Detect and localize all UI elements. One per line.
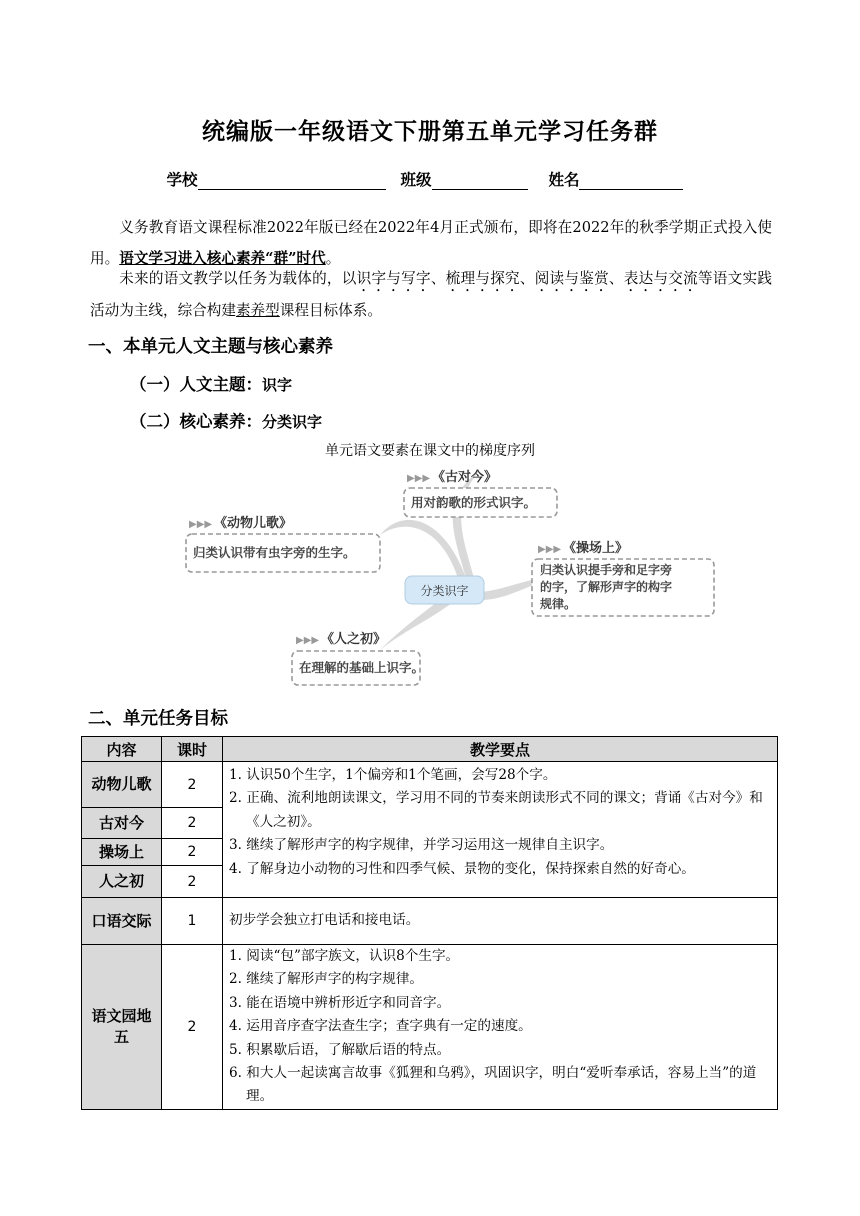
list-item: 4. 了解身边小动物的习性和四季气候、景物的变化，保持探索自然的好奇心。 bbox=[229, 860, 695, 877]
header-points: 教学要点 bbox=[223, 737, 778, 762]
core-label: （二）核心素养： bbox=[130, 412, 262, 431]
lesson-hours: 2 bbox=[162, 762, 223, 808]
class-label: 班级 bbox=[400, 171, 432, 189]
node-title: 《人之初》 bbox=[321, 632, 387, 647]
intro-punct: 。 bbox=[325, 250, 341, 267]
page-title: 统编版一年级语文下册第五单元学习任务群 bbox=[202, 119, 658, 145]
dotted-term: 表达与交流 bbox=[623, 270, 698, 287]
header-hours: 课时 bbox=[162, 737, 223, 762]
header-content: 内容 bbox=[82, 737, 162, 762]
intro-text: 未来的语文教学以任务为载体的，以 bbox=[119, 270, 357, 287]
lesson-hours: 2 bbox=[162, 866, 223, 898]
underlined-term: 素养型 bbox=[235, 302, 280, 319]
lesson-name: 口语交际 bbox=[82, 898, 162, 945]
lesson-name: 语文园地五 bbox=[82, 945, 162, 1110]
core-value: 分类识字 bbox=[262, 413, 323, 431]
arrow-icon: ▶▶▶ bbox=[296, 635, 320, 646]
teaching-points: 初步学会独立打电话和接电话。 bbox=[223, 898, 778, 945]
theme-value: 识字 bbox=[262, 376, 293, 394]
lesson-hours: 2 bbox=[162, 945, 223, 1110]
node-text-line: 规律。 bbox=[540, 597, 577, 611]
separator: 、 bbox=[430, 270, 446, 287]
arrow-icon: ▶▶▶ bbox=[538, 544, 562, 555]
node-text-line: 归类认识提手旁和足字旁 bbox=[540, 563, 673, 577]
node-playground bbox=[532, 540, 714, 616]
table-row bbox=[82, 762, 778, 808]
list-item: 5. 积累歇后语，了解歇后语的特点。 bbox=[229, 1041, 451, 1058]
separator: 、 bbox=[519, 270, 535, 287]
node-text: 归类认识带有虫字旁的生字。 bbox=[193, 545, 356, 560]
lesson-hours: 1 bbox=[162, 898, 223, 945]
node-text: 用对韵歌的形式识字。 bbox=[411, 495, 537, 510]
list-item: 3. 能在语境中辨析形近字和同音字。 bbox=[229, 994, 451, 1011]
mindmap-caption: 单元语文要素在课文中的梯度序列 bbox=[325, 443, 535, 459]
dotted-term: 梳理与探究 bbox=[445, 270, 520, 287]
list-item: 2. 正确、流利地朗读课文，学习用不同的节奏来朗读形式不同的课文；背诵《古对今》和《人之初》。 bbox=[229, 790, 763, 830]
table-row bbox=[82, 945, 778, 1110]
list-item: 1. 认识50个生字，1个偏旁和1个笔画，会写28个字。 bbox=[229, 767, 557, 783]
table-row bbox=[82, 898, 778, 945]
school-label: 学校 bbox=[166, 171, 198, 189]
center-label: 分类识字 bbox=[420, 584, 469, 598]
lesson-name: 操场上 bbox=[82, 839, 162, 866]
lesson-hours: 2 bbox=[162, 808, 223, 839]
node-text: 在理解的基础上识字。 bbox=[299, 660, 425, 675]
intro-text: 义务教育语文课程标准2022年版已经在2022年4月正式颁布，即将在2022年的秋季学期正式投入使用。 bbox=[90, 219, 772, 267]
list-item: 2. 继续了解形声字的构字规律。 bbox=[229, 971, 424, 988]
dotted-term: 识字与写字 bbox=[356, 270, 431, 287]
lesson-name: 动物儿歌 bbox=[82, 762, 162, 808]
core-literacy-emphasis: 语文学习进入核心素养“群”时代 bbox=[119, 250, 326, 267]
section-1-heading: 一、本单元人文主题与核心素养 bbox=[88, 337, 333, 357]
teaching-points bbox=[223, 945, 778, 1110]
task-goals-table bbox=[81, 736, 778, 1110]
lesson-name: 人之初 bbox=[82, 866, 162, 898]
branch-animals bbox=[380, 520, 466, 578]
name-label: 姓名 bbox=[548, 171, 580, 189]
node-title: 《古对今》 bbox=[432, 470, 498, 485]
list-item: 4. 运用音序查字法查生字；查字典有一定的速度。 bbox=[229, 1018, 532, 1035]
theme-label: （一）人文主题： bbox=[130, 375, 262, 394]
lesson-name: 古对今 bbox=[82, 808, 162, 839]
node-text-line: 的字，了解形声字的构字 bbox=[540, 580, 673, 594]
intro-text: 等语文实践活动为主线，综合构建 bbox=[90, 270, 772, 319]
teaching-points bbox=[223, 762, 778, 898]
arrow-icon: ▶▶▶ bbox=[407, 473, 431, 484]
list-item: 1. 阅读“包”部字族文，认识8个生字。 bbox=[229, 948, 460, 964]
node-title: 《操场上》 bbox=[563, 541, 629, 556]
arrow-icon: ▶▶▶ bbox=[189, 519, 213, 530]
node-renzhichu bbox=[292, 631, 424, 685]
table-header-row bbox=[82, 737, 778, 762]
lesson-hours: 2 bbox=[162, 839, 223, 866]
node-gudui bbox=[404, 469, 557, 517]
node-animals bbox=[186, 515, 380, 572]
list-item: 6. 和大人一起读寓言故事《狐狸和乌鸦》，巩固识字，明白“爱听奉承话，容易上当”的道理。 bbox=[229, 1065, 757, 1105]
node-title: 《动物儿歌》 bbox=[214, 516, 293, 531]
separator: 、 bbox=[608, 270, 624, 287]
dotted-term: 阅读与鉴赏 bbox=[534, 270, 609, 287]
list-item: 3. 继续了解形声字的构字规律，并学习运用这一规律自主识字。 bbox=[229, 837, 614, 854]
intro-text: 课程目标体系。 bbox=[279, 302, 382, 319]
section-2-heading: 二、单元任务目标 bbox=[88, 709, 228, 729]
